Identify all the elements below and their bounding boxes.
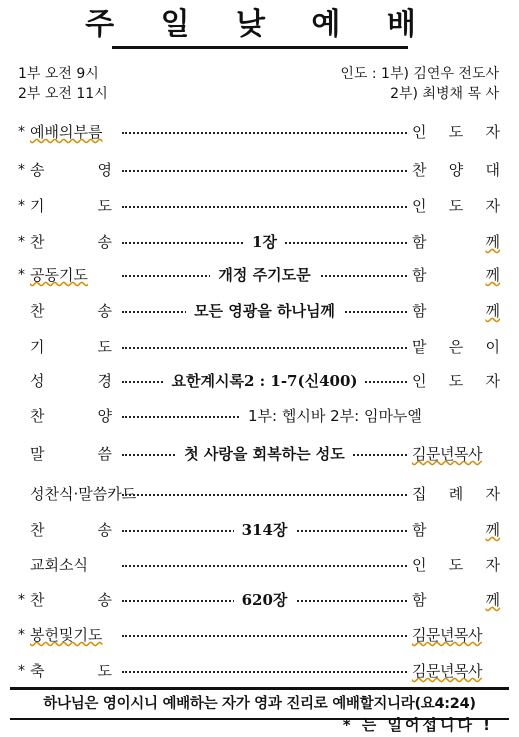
order-responsible-text: 도 <box>448 123 464 141</box>
order-label <box>30 366 112 396</box>
order-detail <box>122 366 407 396</box>
order-responsible-text: 자 <box>485 372 500 390</box>
order-responsible-text: 례 <box>448 485 464 503</box>
order-row <box>0 585 519 615</box>
order-label-char: 예배의부름 <box>30 123 103 141</box>
order-detail <box>122 439 407 469</box>
bulletin-title: 주 일 낮 예 배 <box>85 7 434 42</box>
order-responsible-text: 도 <box>448 556 464 574</box>
order-row <box>0 656 519 686</box>
standing-note: * 는 일어섭니다 ! <box>342 716 493 734</box>
dotted-leader <box>122 635 407 637</box>
order-row <box>0 439 519 469</box>
order-responsible <box>412 479 500 509</box>
standing-marker: * <box>18 663 25 679</box>
order-label-char: 말 <box>30 445 45 463</box>
order-detail <box>122 227 407 257</box>
order-responsible-text: 인 <box>412 197 427 215</box>
order-label-char: 축 <box>30 662 45 680</box>
order-responsible-text: 도 <box>448 197 464 215</box>
order-row <box>0 479 519 509</box>
standing-marker: * <box>18 162 25 178</box>
order-label-char: 교회소식 <box>30 556 88 574</box>
order-responsible <box>412 366 500 396</box>
order-responsible-text: 께 <box>485 521 500 539</box>
order-label <box>30 656 112 686</box>
order-label <box>30 515 112 545</box>
order-responsible-text: 께 <box>485 302 500 320</box>
order-detail <box>240 401 505 431</box>
order-label-char: 송 <box>97 591 112 609</box>
order-responsible <box>412 227 500 257</box>
order-responsible-text: 께 <box>485 266 500 284</box>
order-responsible-text: 함 <box>412 266 427 284</box>
order-detail <box>122 296 407 326</box>
leader-second: 2부) 최병채 목 사 <box>390 86 499 102</box>
order-label-char: 송 <box>97 233 112 251</box>
order-responsible <box>412 656 500 686</box>
second-service-time: 2부 오전 11시 <box>18 86 108 102</box>
standing-marker: * <box>18 198 25 214</box>
dotted-leader <box>122 347 407 349</box>
order-label <box>30 332 112 362</box>
order-label-char: 공동기도 <box>30 266 88 284</box>
order-responsible-text: 인 <box>412 123 427 141</box>
standing-marker: * <box>18 124 25 140</box>
order-label-char: 도 <box>97 338 112 356</box>
order-responsible-text: 함 <box>412 521 427 539</box>
order-label-char: 도 <box>97 662 112 680</box>
order-responsible-text: 자 <box>485 556 500 574</box>
dotted-leader <box>122 494 407 496</box>
order-row <box>0 366 519 396</box>
order-responsible <box>412 332 500 362</box>
order-label <box>30 260 88 290</box>
order-responsible-text: 자 <box>485 197 500 215</box>
order-responsible-text: 함 <box>412 302 427 320</box>
order-row <box>0 401 519 431</box>
order-label-char: 찬 <box>30 233 45 251</box>
standing-marker: * <box>18 627 25 643</box>
order-label <box>30 296 112 326</box>
order-row <box>0 550 519 580</box>
order-responsible-text: 함 <box>412 591 427 609</box>
order-label <box>30 191 112 221</box>
order-label <box>30 227 112 257</box>
order-detail-text: 1부: 헵시바 2부: 임마누엘 <box>240 407 430 425</box>
order-detail-text: 요한계시록2 : 1-7(신400) <box>164 372 366 390</box>
order-row <box>0 296 519 326</box>
order-label-char: 찬 <box>30 591 45 609</box>
order-detail-text: 모든 영광을 하나님께 <box>186 302 343 320</box>
order-label-char: 찬 <box>30 302 45 320</box>
order-detail-text: 첫 사랑을 회복하는 성도 <box>176 445 353 463</box>
order-detail-text: 620장 <box>234 591 296 609</box>
order-label-char: 송 <box>30 161 45 179</box>
order-responsible <box>412 439 500 469</box>
order-responsible <box>412 260 500 290</box>
order-label <box>30 479 136 509</box>
order-responsible-text: 집 <box>412 485 427 503</box>
order-responsible-text: 이 <box>485 338 500 356</box>
standing-marker: * <box>18 267 25 283</box>
order-row <box>0 117 519 147</box>
order-responsible-text: 자 <box>485 123 500 141</box>
order-detail-text: 개정 주기도문 <box>210 266 318 284</box>
order-responsible-text: 께 <box>485 591 500 609</box>
order-detail <box>122 260 407 290</box>
order-label <box>30 117 102 147</box>
order-detail <box>122 515 407 545</box>
title-underline <box>112 46 408 49</box>
order-label-char: 양 <box>97 407 112 425</box>
order-responsible <box>412 585 500 615</box>
first-service-time: 1부 오전 9시 <box>18 66 99 82</box>
order-row <box>0 191 519 221</box>
order-label-char: 성 <box>30 372 45 390</box>
standing-marker: * <box>18 234 25 250</box>
order-responsible-text: 자 <box>485 485 500 503</box>
order-label <box>30 550 88 580</box>
order-responsible-text: 찬 <box>412 161 427 179</box>
order-responsible-text: 김문년목사 <box>412 662 482 680</box>
order-label <box>30 620 102 650</box>
order-label-char: 경 <box>97 372 112 390</box>
order-label-char: 씀 <box>97 445 112 463</box>
order-label-char: 도 <box>97 197 112 215</box>
order-detail-text: 1장 <box>244 233 285 251</box>
order-row <box>0 227 519 257</box>
order-label <box>30 585 112 615</box>
order-label-char: 찬 <box>30 521 45 539</box>
service-times <box>18 64 108 104</box>
leader-first: 인도 : 1부) 김연우 전도사 <box>340 66 499 82</box>
order-responsible-text: 김문년목사 <box>412 626 482 644</box>
order-responsible <box>412 515 500 545</box>
order-responsible <box>412 191 500 221</box>
order-label-char: 기 <box>30 338 45 356</box>
order-responsible-text: 맡 <box>412 338 427 356</box>
order-label-char: 찬 <box>30 407 45 425</box>
order-label-char: 영 <box>97 161 112 179</box>
order-responsible-text: 도 <box>448 372 464 390</box>
order-row <box>0 332 519 362</box>
order-responsible <box>412 155 500 185</box>
scripture-verse: 하나님은 영이시니 예배하는 자가 영과 진리로 예배할지니라(요4:24) <box>10 687 509 720</box>
order-detail <box>122 585 407 615</box>
order-label <box>30 155 112 185</box>
standing-marker: * <box>18 592 25 608</box>
order-label-char: 성찬식·말씀카드 <box>30 485 137 503</box>
order-responsible-text: 께 <box>485 233 500 251</box>
order-responsible-text: 인 <box>412 372 427 390</box>
dotted-leader <box>122 132 407 134</box>
order-responsible <box>412 620 500 650</box>
dotted-leader <box>122 170 407 172</box>
service-leaders <box>340 64 499 104</box>
order-label <box>30 439 112 469</box>
order-label-char: 송 <box>97 302 112 320</box>
order-row <box>0 260 519 290</box>
order-row <box>0 620 519 650</box>
dotted-leader <box>122 671 407 673</box>
order-responsible-text: 인 <box>412 556 427 574</box>
order-row <box>0 515 519 545</box>
order-responsible <box>412 117 500 147</box>
order-responsible <box>412 550 500 580</box>
order-responsible-text: 함 <box>412 233 427 251</box>
order-label-char: 기 <box>30 197 45 215</box>
order-responsible <box>412 296 500 326</box>
order-responsible-text: 양 <box>448 161 464 179</box>
order-label-char: 송 <box>97 521 112 539</box>
order-label-char: 봉헌및기도 <box>30 626 103 644</box>
order-responsible-text: 은 <box>448 338 464 356</box>
order-row <box>0 155 519 185</box>
dotted-leader <box>122 206 407 208</box>
order-responsible-text: 대 <box>485 161 500 179</box>
dotted-leader <box>122 565 407 567</box>
order-detail-text: 314장 <box>234 521 296 539</box>
order-responsible-text: 김문년목사 <box>412 445 482 463</box>
order-label <box>30 401 112 431</box>
